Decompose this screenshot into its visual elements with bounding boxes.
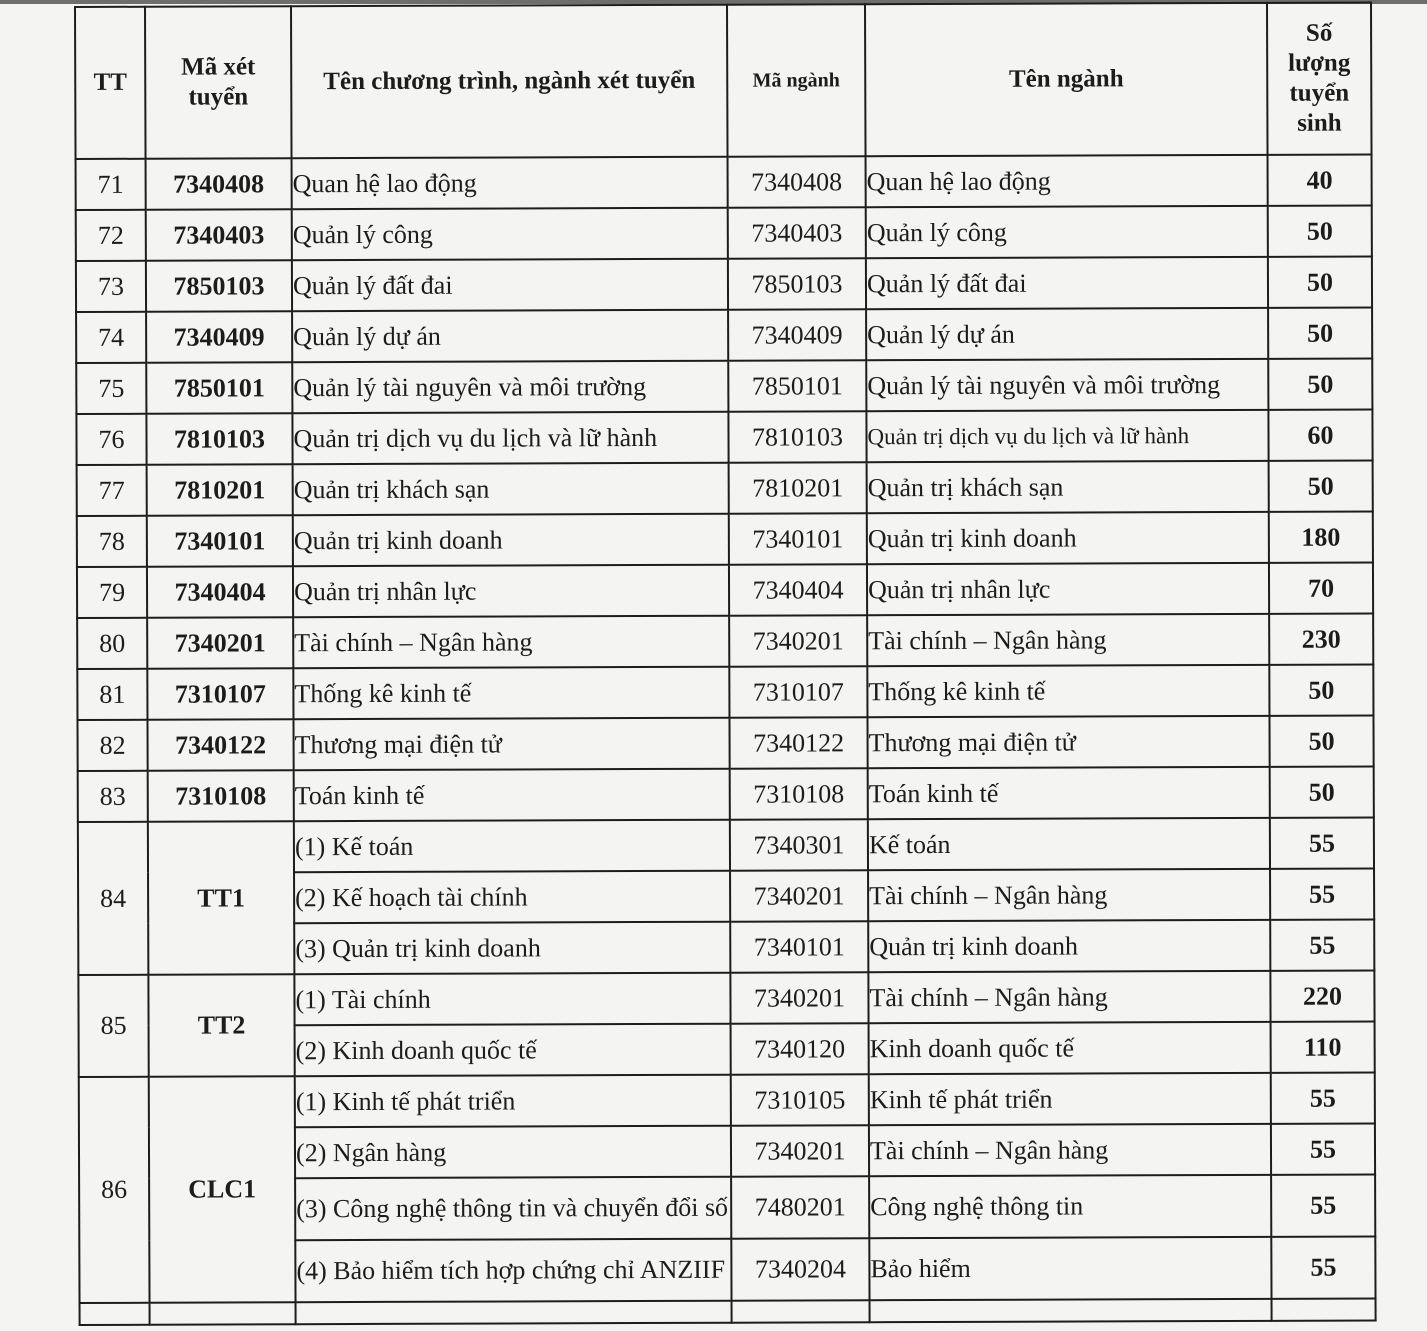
cell-admission-code: 7310107 xyxy=(147,668,293,720)
table-row xyxy=(77,664,1373,720)
cell-major-name: Quản lý công xyxy=(866,206,1268,258)
cell-program: Quản trị khách sạn xyxy=(293,463,729,516)
cell-major-code: 7340403 xyxy=(728,207,866,258)
cell-program: Quản lý dự án xyxy=(292,310,728,363)
cell-tt: 82 xyxy=(77,720,147,771)
cell-tt: 79 xyxy=(77,567,147,618)
header-tt: TT xyxy=(75,7,146,159)
cell-major-name: Quản trị kinh doanh xyxy=(867,512,1269,564)
table-row xyxy=(76,256,1372,312)
cell-quota: 50 xyxy=(1268,256,1372,307)
table-row xyxy=(77,511,1373,567)
cell-tt: 76 xyxy=(76,414,146,465)
cell-program: Quản trị dịch vụ du lịch và lữ hành xyxy=(292,412,728,465)
cell-empty xyxy=(870,1299,1272,1322)
cell-major-code: 7310107 xyxy=(729,666,867,717)
cell-admission-code: TT1 xyxy=(148,821,295,975)
cell-tt: 77 xyxy=(77,465,147,516)
cell-major-name: Quản lý tài nguyên và môi trường xyxy=(866,359,1268,411)
header-admission-code: Mã xét tuyển xyxy=(145,6,292,159)
table-row xyxy=(77,562,1373,618)
cell-major-name: Kế toán xyxy=(868,818,1270,870)
cell-major-name: Công nghệ thông tin xyxy=(869,1175,1271,1238)
table-row xyxy=(76,154,1372,210)
cell-admission-code: TT2 xyxy=(148,974,294,1077)
cell-quota: 70 xyxy=(1269,562,1373,613)
cell-quota: 55 xyxy=(1271,1174,1375,1236)
cell-major-name: Tài chính – Ngân hàng xyxy=(869,1124,1271,1176)
cell-admission-code: 7340403 xyxy=(146,209,292,261)
cell-major-code: 7340122 xyxy=(729,717,867,768)
table-row xyxy=(78,817,1374,873)
cell-program: Toán kinh tế xyxy=(294,769,730,822)
cell-major-name: Toán kinh tế xyxy=(868,767,1270,819)
cell-tt: 80 xyxy=(77,618,147,669)
cell-admission-code: 7340404 xyxy=(147,566,293,618)
cell-major-code: 7810201 xyxy=(729,462,867,513)
cell-program: (3) Quản trị kinh doanh xyxy=(294,922,730,975)
cell-program: Quản trị nhân lực xyxy=(293,565,729,618)
cell-major-code: 7340409 xyxy=(728,309,866,360)
cell-program: (1) Kinh tế phát triển xyxy=(295,1075,731,1128)
header-major-code: Mã ngành xyxy=(727,4,866,156)
cell-quota: 110 xyxy=(1271,1021,1375,1072)
cell-tt: 73 xyxy=(76,261,146,312)
table-header-row xyxy=(75,2,1372,159)
cell-program: (2) Kinh doanh quốc tế xyxy=(295,1024,731,1077)
table-row xyxy=(78,970,1374,1026)
cell-major-code: 7810103 xyxy=(728,411,866,462)
cell-admission-code: 7340409 xyxy=(146,311,292,363)
cell-major-code: 7340201 xyxy=(730,870,868,921)
cell-major-code: 7340408 xyxy=(728,156,866,207)
table-row xyxy=(76,409,1372,465)
cell-admission-code: 7310108 xyxy=(148,770,294,822)
cell-admission-code: CLC1 xyxy=(149,1076,296,1303)
cell-program: Quản trị kinh doanh xyxy=(293,514,729,567)
cell-program: (2) Ngân hàng xyxy=(295,1126,731,1179)
cell-quota: 60 xyxy=(1268,409,1372,460)
cell-major-code: 7340301 xyxy=(730,819,868,870)
cell-major-name: Quan hệ lao động xyxy=(866,155,1268,207)
cell-admission-code: 7850103 xyxy=(146,260,292,312)
cell-quota: 55 xyxy=(1270,919,1374,970)
cell-major-code: 7310108 xyxy=(730,768,868,819)
table-row xyxy=(77,613,1373,669)
table-row xyxy=(78,766,1374,822)
cell-quota: 50 xyxy=(1268,205,1372,256)
cell-empty xyxy=(150,1302,296,1325)
cell-tt: 83 xyxy=(78,771,148,822)
cell-quota: 180 xyxy=(1269,511,1373,562)
cell-quota: 55 xyxy=(1271,1236,1375,1298)
cell-tt: 81 xyxy=(77,669,147,720)
cell-tt: 72 xyxy=(76,210,146,261)
cell-program: Quản lý tài nguyên và môi trường xyxy=(292,361,728,414)
cell-quota: 55 xyxy=(1270,817,1374,868)
table-row xyxy=(76,205,1372,261)
cell-major-name: Quản lý đất đai xyxy=(866,257,1268,309)
cell-major-name: Thương mại điện tử xyxy=(867,716,1269,768)
table-row xyxy=(76,358,1372,414)
cell-tt: 84 xyxy=(78,822,149,975)
cell-admission-code: 7340101 xyxy=(147,515,293,567)
cell-quota: 50 xyxy=(1268,358,1372,409)
cell-quota: 220 xyxy=(1270,970,1374,1021)
cell-tt: 78 xyxy=(77,516,147,567)
cell-quota: 55 xyxy=(1271,1123,1375,1174)
cell-major-name: Kinh tế phát triển xyxy=(869,1073,1271,1125)
cell-admission-code: 7810201 xyxy=(147,464,293,516)
cell-program: (2) Kế hoạch tài chính xyxy=(294,871,730,924)
cell-major-code: 7340101 xyxy=(730,921,868,972)
cell-tt: 75 xyxy=(76,363,146,414)
cell-program: Quản lý công xyxy=(292,208,728,261)
cell-admission-code: 7340408 xyxy=(146,158,292,210)
cell-quota: 50 xyxy=(1269,715,1373,766)
cell-admission-code: 7850101 xyxy=(146,362,292,414)
cell-major-code: 7480201 xyxy=(731,1176,869,1238)
cell-admission-code: 7810103 xyxy=(146,413,292,465)
cell-quota: 50 xyxy=(1269,460,1373,511)
cell-major-code: 7340201 xyxy=(730,972,868,1023)
cell-major-name: Tài chính – Ngân hàng xyxy=(867,614,1269,666)
table-row xyxy=(76,307,1372,363)
cell-quota: 55 xyxy=(1270,868,1374,919)
table-row xyxy=(79,1072,1375,1128)
cell-major-code: 7340404 xyxy=(729,564,867,615)
cell-quota: 55 xyxy=(1271,1072,1375,1123)
cell-major-name: Quản trị dịch vụ du lịch và lữ hành xyxy=(866,410,1268,462)
header-quota: Số lượng tuyển sinh xyxy=(1267,2,1372,154)
cell-quota: 50 xyxy=(1268,307,1372,358)
table-row-partial xyxy=(80,1298,1376,1325)
cell-major-code: 7310105 xyxy=(731,1074,869,1125)
admissions-table xyxy=(74,1,1377,1326)
cell-empty xyxy=(732,1300,870,1322)
cell-major-name: Bảo hiểm xyxy=(869,1237,1271,1300)
cell-major-code: 7340204 xyxy=(731,1238,869,1300)
cell-major-name: Tài chính – Ngân hàng xyxy=(868,869,1270,921)
header-major-name: Tên ngành xyxy=(865,3,1268,156)
cell-major-name: Quản trị kinh doanh xyxy=(868,920,1270,972)
table-row xyxy=(77,715,1373,771)
cell-major-name: Quản trị khách sạn xyxy=(867,461,1269,513)
cell-program: (1) Kế toán xyxy=(294,820,730,873)
cell-major-code: 7340201 xyxy=(731,1125,869,1176)
cell-major-code: 7340201 xyxy=(729,615,867,666)
cell-tt: 71 xyxy=(76,159,146,210)
cell-program: (1) Tài chính xyxy=(294,973,730,1026)
cell-major-code: 7850101 xyxy=(728,360,866,411)
cell-major-code: 7340120 xyxy=(731,1023,869,1074)
cell-tt: 86 xyxy=(79,1077,150,1303)
cell-program: Thống kê kinh tế xyxy=(293,667,729,720)
cell-program: Quản lý đất đai xyxy=(292,259,728,312)
cell-major-name: Kinh doanh quốc tế xyxy=(869,1022,1271,1074)
table-row xyxy=(77,460,1373,516)
cell-tt: 74 xyxy=(76,312,146,363)
header-program-name: Tên chương trình, ngành xét tuyển xyxy=(291,5,728,159)
cell-major-name: Thống kê kinh tế xyxy=(867,665,1269,717)
cell-program: Thương mại điện tử xyxy=(293,718,729,771)
cell-admission-code: 7340201 xyxy=(147,617,293,669)
cell-quota: 40 xyxy=(1268,154,1372,205)
cell-major-name: Tài chính – Ngân hàng xyxy=(868,971,1270,1023)
cell-major-code: 7340101 xyxy=(729,513,867,564)
cell-admission-code: 7340122 xyxy=(147,719,293,771)
cell-program: Tài chính – Ngân hàng xyxy=(293,616,729,669)
cell-major-code: 7850103 xyxy=(728,258,866,309)
cell-major-name: Quản trị nhân lực xyxy=(867,563,1269,615)
cell-quota: 50 xyxy=(1270,766,1374,817)
cell-program: (3) Công nghệ thông tin và chuyển đổi số xyxy=(295,1177,731,1241)
cell-empty xyxy=(80,1303,150,1325)
cell-empty xyxy=(1272,1298,1376,1320)
cell-program: (4) Bảo hiểm tích hợp chứng chỉ ANZIIF xyxy=(295,1239,731,1303)
cell-empty xyxy=(296,1301,732,1325)
cell-tt: 85 xyxy=(78,975,148,1077)
cell-quota: 50 xyxy=(1269,664,1373,715)
cell-major-name: Quản lý dự án xyxy=(866,308,1268,360)
cell-quota: 230 xyxy=(1269,613,1373,664)
cell-program: Quan hệ lao động xyxy=(292,157,728,210)
